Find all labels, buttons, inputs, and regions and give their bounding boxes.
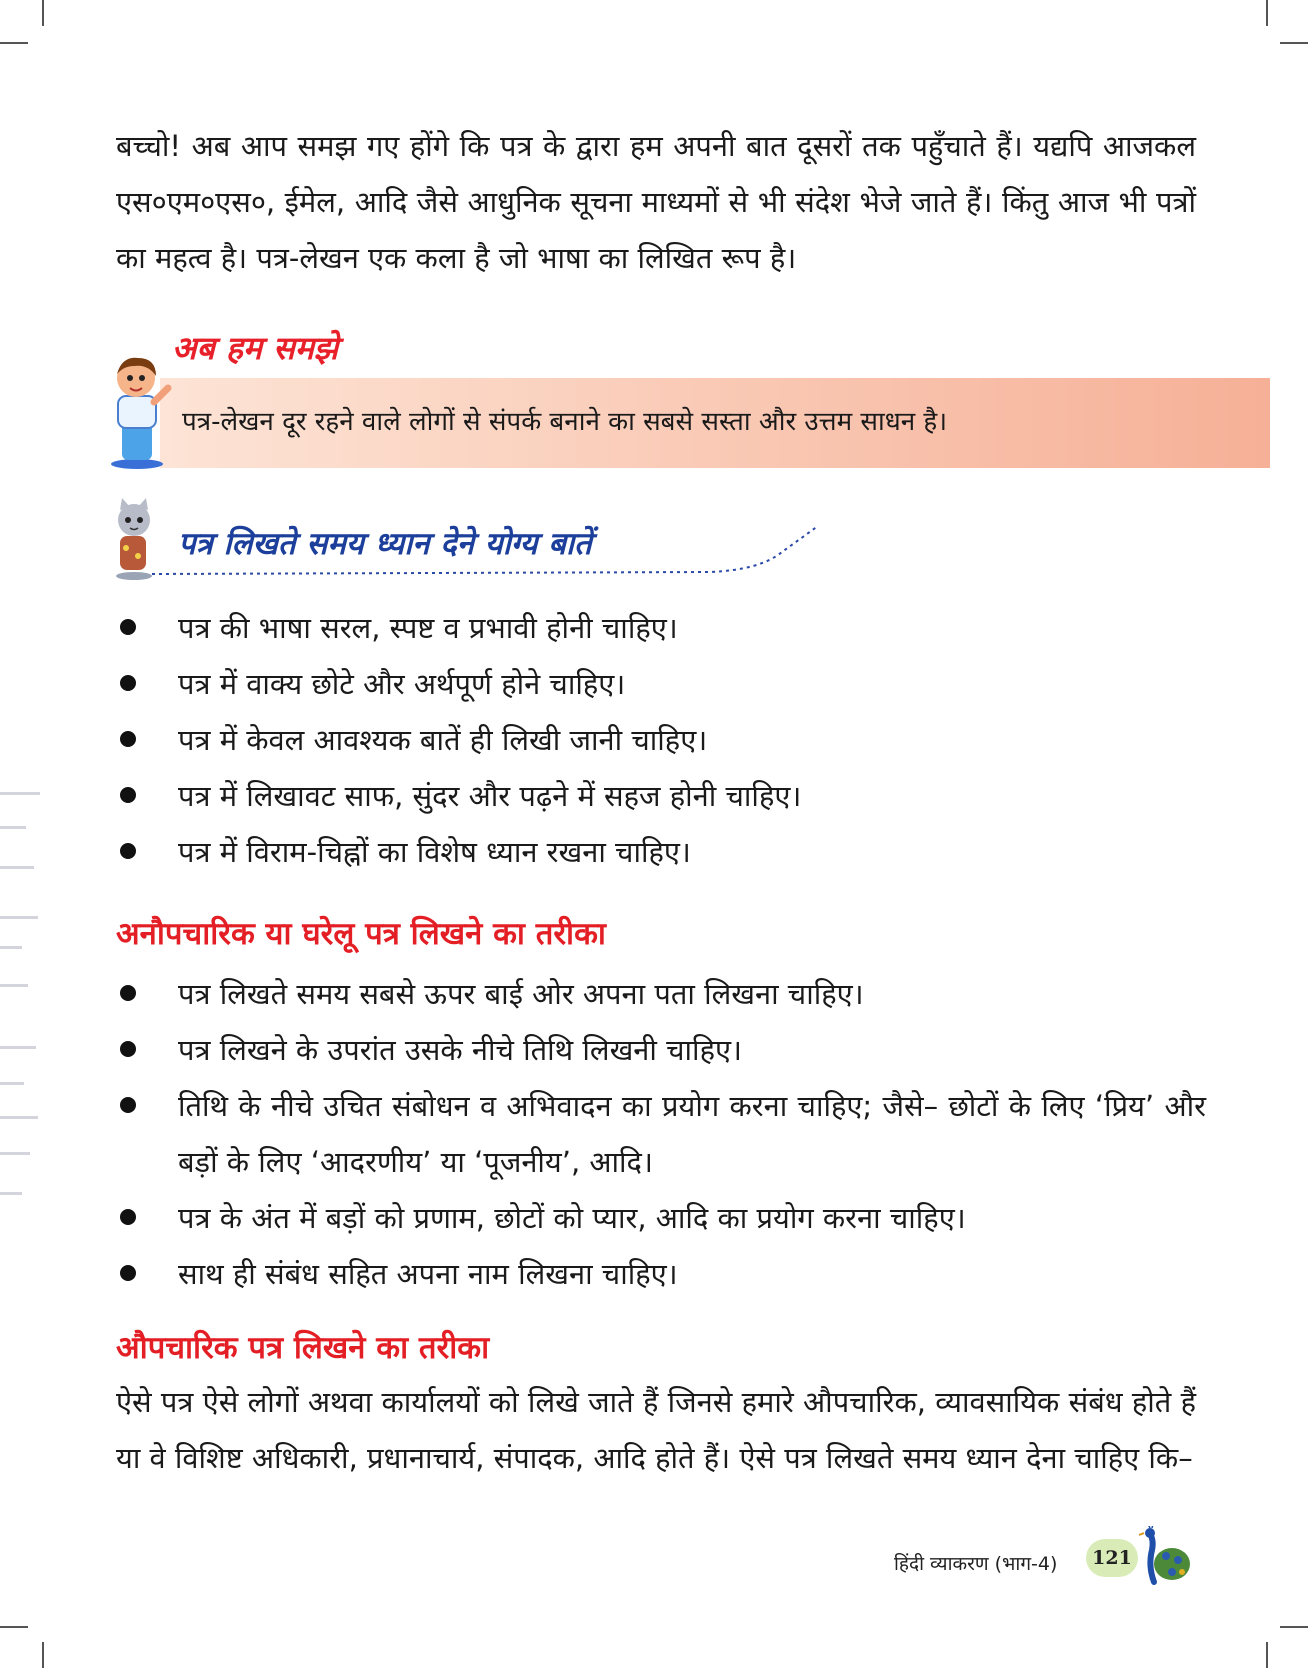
bullet-icon [120, 1097, 136, 1113]
list-item: तिथि के नीचे उचित संबोधन व अभिवादन का प्रयोग करना चाहिए; जैसे– छोटों के लिए ‘प्रिय’ और बड़ों के लिए ‘आदरणीय’ या ‘पूजनीय’, आदि। [116, 1078, 1206, 1190]
bullet-icon [120, 1041, 136, 1057]
formal-heading: औपचारिक पत्र लिखने का तरीका [116, 1330, 490, 1366]
bullet-icon [120, 731, 136, 747]
bullet-icon [120, 675, 136, 691]
dashed-underline [150, 522, 830, 582]
list-item: पत्र में विराम-चिह्नों का विशेष ध्यान रखना चाहिए। [116, 824, 1206, 880]
crop-mark [0, 1626, 28, 1628]
list-item: पत्र में केवल आवश्यक बातें ही लिखी जानी चाहिए। [116, 712, 1206, 768]
list-item: साथ ही संबंध सहित अपना नाम लिखना चाहिए। [116, 1246, 1206, 1302]
bullet-icon [120, 985, 136, 1001]
list-item: पत्र लिखते समय सबसे ऊपर बाई ओर अपना पता लिखना चाहिए। [116, 966, 1206, 1022]
list-item: पत्र के अंत में बड़ों को प्रणाम, छोटों को प्यार, आदि का प्रयोग करना चाहिए। [116, 1190, 1206, 1246]
list-item: पत्र लिखने के उपरांत उसके नीचे तिथि लिखनी चाहिए। [116, 1022, 1206, 1078]
bullet-icon [120, 843, 136, 859]
bullet-icon [120, 1265, 136, 1281]
page-number: 121 [1086, 1539, 1138, 1577]
crop-mark [1280, 42, 1308, 44]
crop-mark [1280, 1626, 1308, 1628]
informal-heading: अनौपचारिक या घरेलू पत्र लिखने का तरीका [116, 916, 606, 952]
formal-paragraph: ऐसे पत्र ऐसे लोगों अथवा कार्यालयों को लिखे जाते हैं जिनसे हमारे औपचारिक, व्यावसायिक संबंध होते हैं या वे विशिष्ट अधिकारी, प्रधानाचार्य, संपादक, आदि होते हैं। ऐसे पत्र लिखते समय ध्यान देना चाहिए कि– [116, 1385, 1196, 1475]
crop-mark [42, 1642, 44, 1668]
bullet-icon [120, 1209, 136, 1225]
peacock-icon [1136, 1526, 1192, 1586]
list-item: पत्र में लिखावट साफ, सुंदर और पढ़ने में सहज होनी चाहिए। [116, 768, 1206, 824]
crop-mark [1266, 1642, 1268, 1668]
tips-list [116, 600, 1206, 880]
intro-paragraph: बच्चो! अब आप समझ गए होंगे कि पत्र के द्वारा हम अपनी बात दूसरों तक पहुँचाते हैं। यद्यपि आजकल एस०एम०एस०, ईमेल, आदि जैसे आधुनिक सूचना माध्यमों से भी संदेश भेजे जाते हैं। किंतु आज भी पत्रों का महत्व है। पत्र-लेखन एक कला है जो भाषा का लिखित रूप है। [116, 129, 1196, 275]
callout-title: अब हम समझे [172, 329, 339, 367]
bullet-icon [120, 787, 136, 803]
crop-mark [1266, 0, 1268, 26]
bullet-icon [120, 619, 136, 635]
cartoon-boy-icon [104, 352, 174, 470]
tips-title: पत्र लिखते समय ध्यान देने योग्य बातें [178, 526, 592, 562]
informal-list [116, 966, 1206, 1302]
book-title: हिंदी व्याकरण (भाग-4) [894, 1553, 1058, 1575]
list-item: पत्र की भाषा सरल, स्पष्ट व प्रभावी होनी चाहिए। [116, 600, 1206, 656]
callout-text: पत्र-लेखन दूर रहने वाले लोगों से संपर्क बनाने का सबसे सस्ता और उत्तम साधन है। [182, 407, 948, 437]
crop-mark [0, 42, 28, 44]
list-item: पत्र में वाक्य छोटे और अर्थपूर्ण होने चाहिए। [116, 656, 1206, 712]
crop-mark [42, 0, 44, 26]
